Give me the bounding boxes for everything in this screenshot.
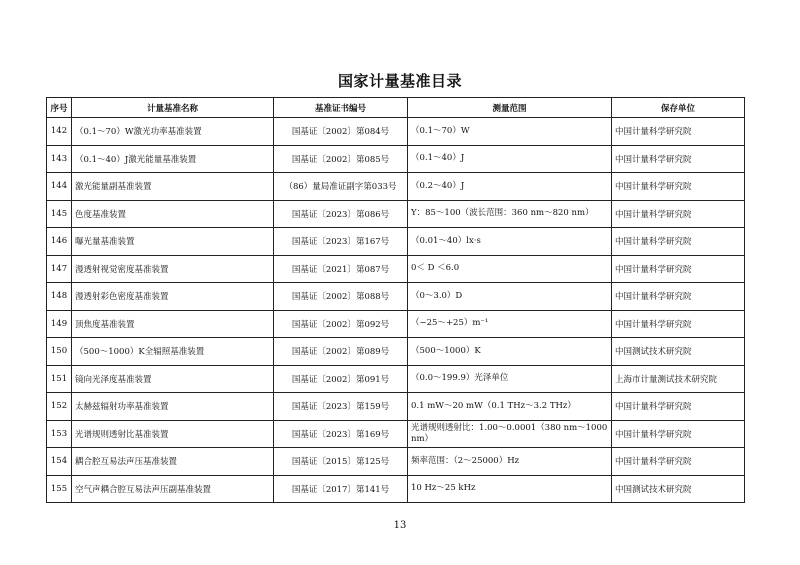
measurement-range-cell: （0.0～199.9）光泽单位	[408, 365, 612, 393]
table-row	[47, 228, 745, 256]
standard-name-cell: （0.1～70）W激光功率基准装置	[72, 118, 274, 146]
measurement-range-cell: （0.01～40）lx·s	[408, 228, 612, 256]
measurement-range-cell: Y：85～100（波长范围：360 nm～820 nm）	[408, 200, 612, 228]
serial-cell: 144	[47, 173, 72, 201]
table-row	[47, 200, 745, 228]
measurement-range-cell: （0.1～40）J	[408, 145, 612, 173]
page-title: 国家计量基准目录	[337, 72, 462, 90]
custodian-cell: 中国计量科学研究院	[612, 310, 745, 338]
custodian-cell: 中国计量科学研究院	[612, 448, 745, 476]
serial-cell: 143	[47, 145, 72, 173]
certificate-no-cell: 国基证〔2023〕第086号	[274, 200, 408, 228]
certificate-no-cell: 国基证〔2023〕第169号	[274, 420, 408, 448]
serial-cell: 142	[47, 118, 72, 146]
certificate-no-cell: 国基证〔2023〕第159号	[274, 393, 408, 421]
standard-name-cell: 曝光量基准装置	[72, 228, 274, 256]
table-row	[47, 475, 745, 503]
header-custodian: 保存单位	[612, 98, 745, 118]
standard-name-cell: 漫透射彩色密度基准装置	[72, 283, 274, 311]
standards-table	[46, 97, 745, 503]
serial-cell: 147	[47, 255, 72, 283]
serial-cell: 145	[47, 200, 72, 228]
header-certificate-no: 基准证书编号	[274, 98, 408, 118]
certificate-no-cell: 国基证〔2002〕第089号	[274, 338, 408, 366]
custodian-cell: 中国测试技术研究院	[612, 475, 745, 503]
certificate-no-cell: （86）量局准证副字第033号	[274, 173, 408, 201]
custodian-cell: 中国计量科学研究院	[612, 145, 745, 173]
standard-name-cell: 耦合腔互易法声压基准装置	[72, 448, 274, 476]
table-row	[47, 173, 745, 201]
standard-name-cell: 漫透射视觉密度基准装置	[72, 255, 274, 283]
serial-cell: 152	[47, 393, 72, 421]
standard-name-cell: 镜向光泽度基准装置	[72, 365, 274, 393]
serial-cell: 150	[47, 338, 72, 366]
standard-name-cell: 空气声耦合腔互易法声压副基准装置	[72, 475, 274, 503]
table-row	[47, 365, 745, 393]
page-number: 13	[393, 520, 407, 531]
table-row	[47, 420, 745, 448]
serial-cell: 146	[47, 228, 72, 256]
custodian-cell: 中国计量科学研究院	[612, 173, 745, 201]
custodian-cell: 中国计量科学研究院	[612, 118, 745, 146]
standard-name-cell: （500～1000）K全辐照基准装置	[72, 338, 274, 366]
custodian-cell: 中国计量科学研究院	[612, 420, 745, 448]
header-standard-name: 计量基准名称	[72, 98, 274, 118]
table-row	[47, 448, 745, 476]
measurement-range-cell: 光谱规则透射比：1.00～0.0001（380 nm～1000 nm）	[408, 420, 612, 448]
table-row	[47, 145, 745, 173]
measurement-range-cell: 10 Hz～25 kHz	[408, 475, 612, 503]
certificate-no-cell: 国基证〔2002〕第085号	[274, 145, 408, 173]
custodian-cell: 中国计量科学研究院	[612, 228, 745, 256]
measurement-range-cell: （0.2～40）J	[408, 173, 612, 201]
measurement-range-cell: （0～3.0）D	[408, 283, 612, 311]
measurement-range-cell: （500～1000）K	[408, 338, 612, 366]
measurement-range-cell: 0＜ D ＜6.0	[408, 255, 612, 283]
measurement-range-cell: （−25～+25）m⁻¹	[408, 310, 612, 338]
custodian-cell: 中国计量科学研究院	[612, 255, 745, 283]
measurement-range-cell: 频率范围：（2～25000）Hz	[408, 448, 612, 476]
table-row	[47, 393, 745, 421]
table-row	[47, 283, 745, 311]
measurement-range-cell: 0.1 mW～20 mW（0.1 THz～3.2 THz）	[408, 393, 612, 421]
certificate-no-cell: 国基证〔2021〕第087号	[274, 255, 408, 283]
certificate-no-cell: 国基证〔2002〕第092号	[274, 310, 408, 338]
certificate-no-cell: 国基证〔2015〕第125号	[274, 448, 408, 476]
measurement-range-cell: （0.1～70）W	[408, 118, 612, 146]
table-row	[47, 118, 745, 146]
header-measurement-range: 测量范围	[408, 98, 612, 118]
serial-cell: 151	[47, 365, 72, 393]
certificate-no-cell: 国基证〔2002〕第088号	[274, 283, 408, 311]
standard-name-cell: 光谱规则透射比基准装置	[72, 420, 274, 448]
serial-cell: 155	[47, 475, 72, 503]
table-row	[47, 255, 745, 283]
standard-name-cell: 顶焦度基准装置	[72, 310, 274, 338]
table-row	[47, 338, 745, 366]
standard-name-cell: 激光能量副基准装置	[72, 173, 274, 201]
header-serial: 序号	[47, 98, 72, 118]
serial-cell: 148	[47, 283, 72, 311]
standard-name-cell: 色度基准装置	[72, 200, 274, 228]
serial-cell: 149	[47, 310, 72, 338]
custodian-cell: 中国计量科学研究院	[612, 200, 745, 228]
certificate-no-cell: 国基证〔2017〕第141号	[274, 475, 408, 503]
custodian-cell: 中国测试技术研究院	[612, 338, 745, 366]
certificate-no-cell: 国基证〔2002〕第084号	[274, 118, 408, 146]
standard-name-cell: （0.1～40）J激光能量基准装置	[72, 145, 274, 173]
table-row	[47, 310, 745, 338]
certificate-no-cell: 国基证〔2023〕第167号	[274, 228, 408, 256]
serial-cell: 153	[47, 420, 72, 448]
table-header-row	[47, 98, 745, 118]
serial-cell: 154	[47, 448, 72, 476]
custodian-cell: 中国计量科学研究院	[612, 283, 745, 311]
custodian-cell: 中国计量科学研究院	[612, 393, 745, 421]
custodian-cell: 上海市计量测试技术研究院	[612, 365, 745, 393]
standard-name-cell: 太赫兹辐射功率基准装置	[72, 393, 274, 421]
certificate-no-cell: 国基证〔2002〕第091号	[274, 365, 408, 393]
